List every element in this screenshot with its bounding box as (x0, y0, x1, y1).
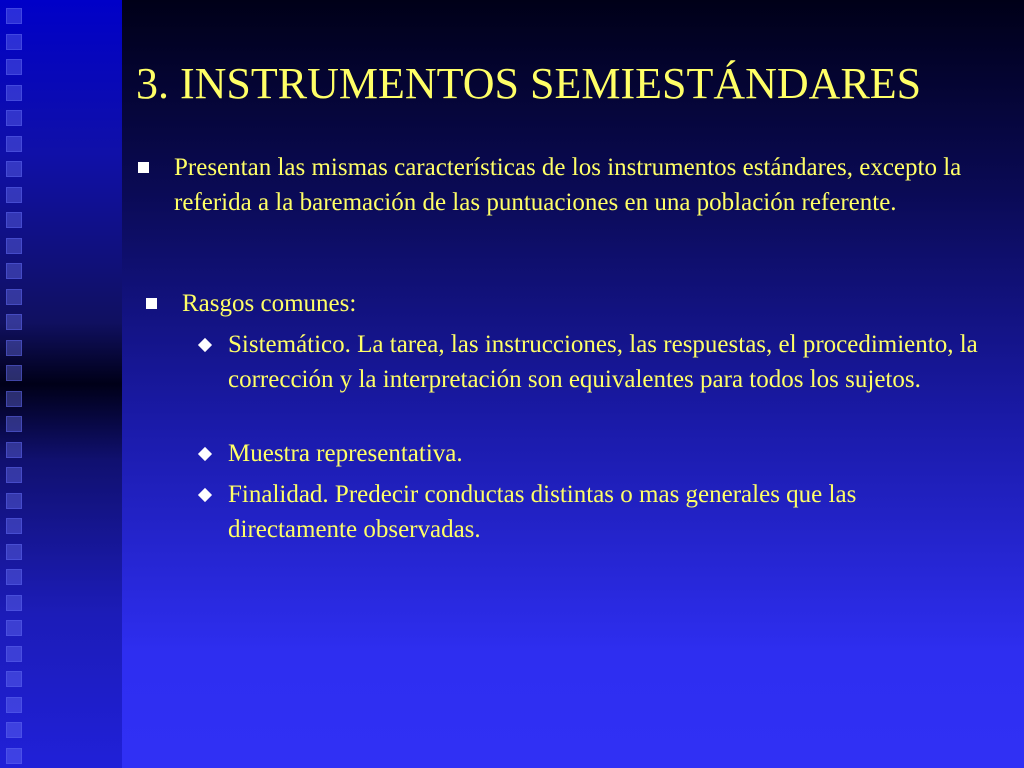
slide-title: 3. INSTRUMENTOS SEMIESTÁNDARES (136, 59, 922, 108)
sidebar-square (6, 187, 22, 203)
sidebar-square (6, 85, 22, 101)
square-bullet-icon (146, 298, 157, 309)
sidebar-square-pattern (6, 8, 28, 768)
sidebar-square (6, 59, 22, 75)
sidebar-square (6, 391, 22, 407)
decorative-sidebar (0, 0, 122, 768)
sidebar-square (6, 620, 22, 636)
diamond-bullet-icon (198, 338, 212, 352)
sidebar-square (6, 442, 22, 458)
subitem-1-text: Sistemático. La tarea, las instrucciones, las respuestas, el procedimiento, la corrección y la interpretación son equivalentes para todos los sujetos. (228, 331, 978, 393)
sidebar-square (6, 569, 22, 585)
sidebar-square (6, 646, 22, 662)
sidebar-square (6, 493, 22, 509)
sidebar-square (6, 340, 22, 356)
bullet-2-text: Rasgos comunes: (182, 290, 357, 317)
sidebar-square (6, 722, 22, 738)
sidebar-square (6, 748, 22, 764)
sidebar-square (6, 314, 22, 330)
sidebar-square (6, 34, 22, 50)
sidebar-square (6, 110, 22, 126)
diamond-bullet-icon (198, 488, 212, 502)
sidebar-square (6, 289, 22, 305)
square-bullet-icon (138, 162, 149, 173)
sidebar-square (6, 238, 22, 254)
sidebar-square (6, 671, 22, 687)
sidebar-square (6, 416, 22, 432)
sidebar-square (6, 697, 22, 713)
sidebar-square (6, 136, 22, 152)
sidebar-square (6, 595, 22, 611)
sidebar-square (6, 544, 22, 560)
sidebar-square (6, 467, 22, 483)
sidebar-square (6, 161, 22, 177)
subitem-3-text: Finalidad. Predecir conductas distintas o mas generales que las directamente observadas. (228, 481, 857, 543)
sidebar-square (6, 212, 22, 228)
sidebar-square (6, 518, 22, 534)
bullet-1-text: Presentan las mismas características de los instrumentos estándares, excepto la referida a la baremación de las puntuaciones en una población referente. (174, 154, 962, 216)
subitem-2-text: Muestra representativa. (228, 440, 463, 467)
sidebar-square (6, 8, 22, 24)
sidebar-square (6, 263, 22, 279)
diamond-bullet-icon (198, 447, 212, 461)
sidebar-square (6, 365, 22, 381)
